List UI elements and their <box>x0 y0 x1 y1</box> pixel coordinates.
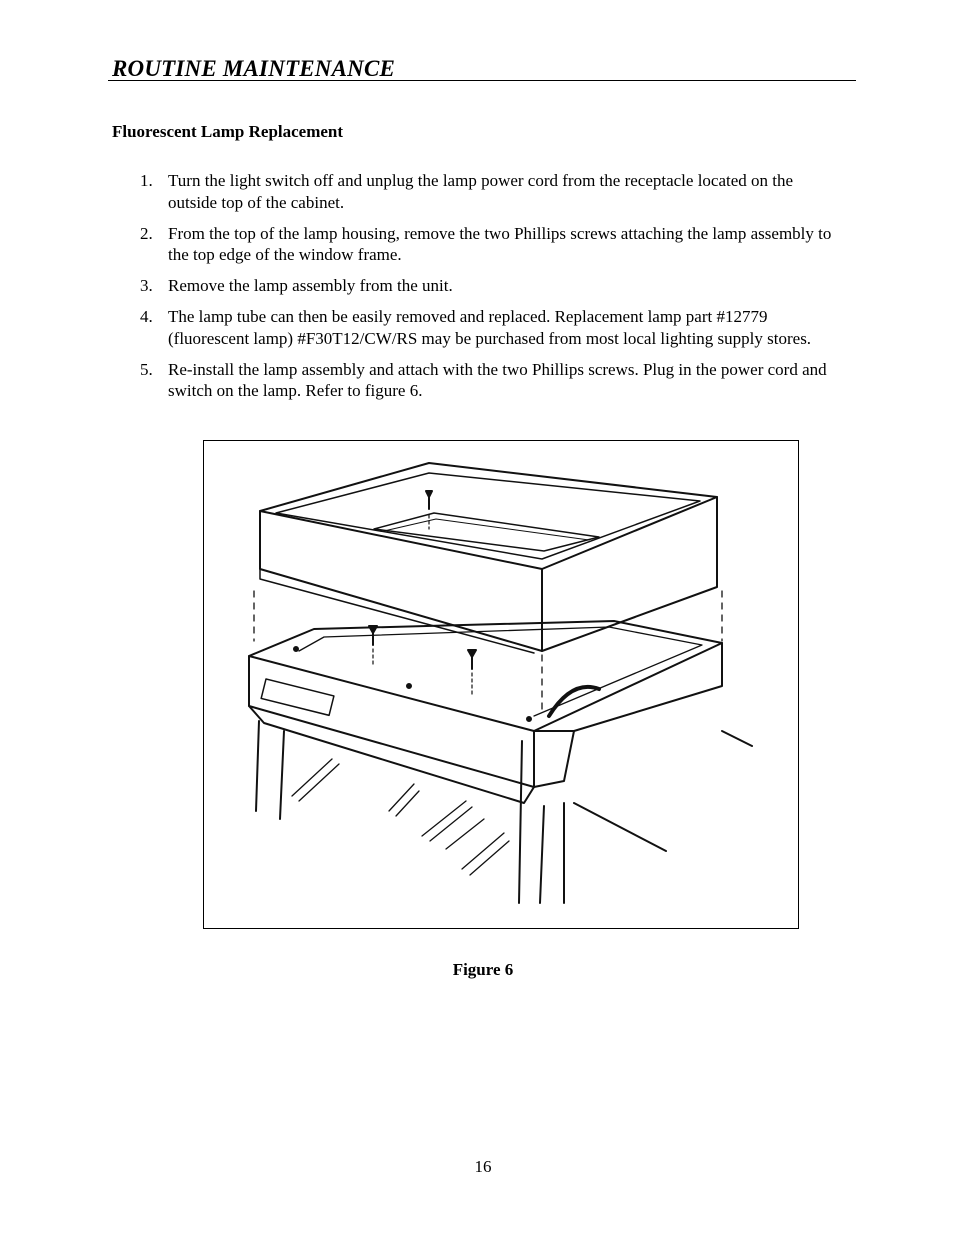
step-number: 1. <box>140 171 153 190</box>
figure-6-frame <box>203 440 799 929</box>
page-header-title: ROUTINE MAINTENANCE <box>112 56 396 81</box>
step-item <box>140 170 840 213</box>
figure-caption: Figure 6 <box>452 960 514 979</box>
step-number: 3. <box>140 276 153 295</box>
step-item <box>140 223 840 266</box>
phillips-screws-drawing <box>369 491 476 695</box>
step-item <box>140 306 840 349</box>
steps-list <box>140 170 840 411</box>
page-number: 16 <box>474 1157 492 1176</box>
lamp-assembly-illustration <box>204 441 798 928</box>
step-text: From the top of the lamp housing, remove the two Phillips screws attaching the lamp assembly to the top edge of the window frame. <box>168 223 832 264</box>
step-text: Remove the lamp assembly from the unit. <box>168 276 453 295</box>
step-item <box>140 359 840 402</box>
step-item <box>140 275 840 297</box>
section-heading: Fluorescent Lamp Replacement <box>112 122 344 141</box>
header-rule <box>108 80 856 81</box>
step-number: 5. <box>140 359 153 379</box>
cabinet-body-drawing <box>249 621 752 903</box>
step-text: Turn the light switch off and unplug the lamp power cord from the receptacle located on the outside top of the cabinet. <box>168 171 794 212</box>
step-number: 2. <box>140 223 153 243</box>
step-number: 4. <box>140 307 153 326</box>
step-text: Re-install the lamp assembly and attach with the two Phillips screws. Plug in the power cord and switch on the lamp. Refer to figure 6. <box>168 359 827 400</box>
step-text: The lamp tube can then be easily removed and replaced. Replacement lamp part #12779 (fluorescent lamp) #F30T12/CW/RS may be purchased from most local lighting supply stores. <box>168 307 812 348</box>
